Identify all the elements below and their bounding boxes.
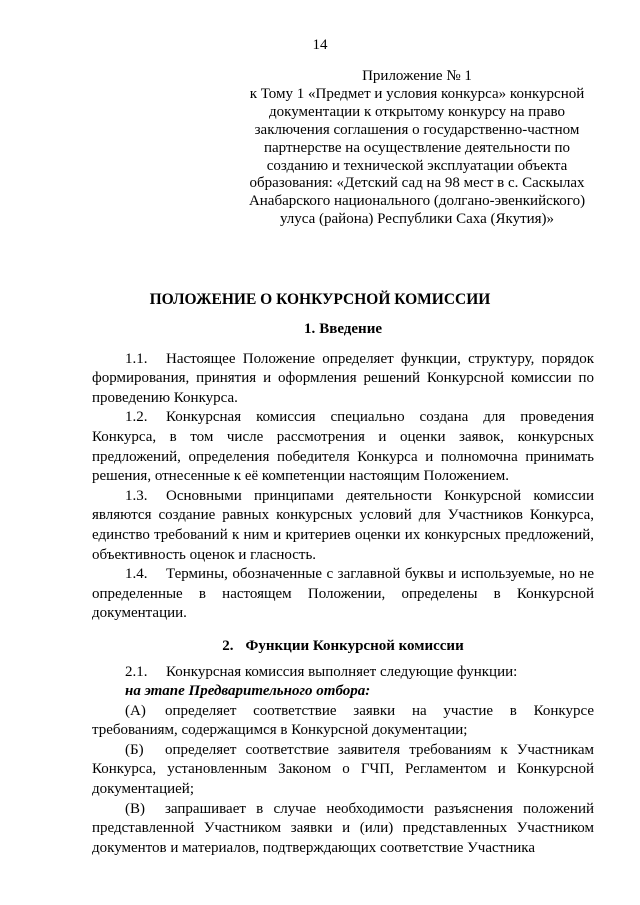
appendix-line: Анабарского национального (долгано-эвенкийского) [248, 193, 586, 210]
list-item-text: определяет соответствие заявки на участие в Конкурсе требованиям, содержащимся в Конкурсной документации; [92, 702, 594, 739]
section-title: Введение [319, 321, 382, 337]
list-item-a [92, 702, 594, 741]
section-number: 2. [222, 637, 234, 654]
paragraph-number: 1.4. [125, 566, 148, 583]
document-body [92, 320, 594, 858]
section-2-heading [92, 637, 594, 657]
paragraph-number: 2.1. [125, 663, 148, 680]
appendix-line: документации к открытому конкурсу на право [269, 103, 565, 120]
paragraph-1-4 [92, 565, 594, 624]
paragraph-number: 1.2. [125, 409, 148, 426]
paragraph-2-1 [92, 663, 594, 683]
appendix-line: к Тому 1 «Предмет и условия конкурса» конкурсной [249, 85, 585, 102]
appendix-line: партнерстве на осуществление деятельности по [263, 139, 571, 156]
paragraph-number: 1.1. [125, 350, 148, 367]
appendix-line: созданию и технической эксплуатации объекта [266, 157, 568, 174]
section-1-heading [92, 320, 594, 340]
section-number: 1. [303, 321, 316, 337]
paragraph-text: Основными принципами деятельности Конкурсной комиссии являются создание равных конкурсных условий для Участников Конкурса, единство требований к ним и критериев оценки их конкурсных предложений, объективность оценок и гласность. [92, 487, 594, 563]
list-item-b [92, 741, 594, 800]
paragraph-number: 1.3. [125, 487, 148, 504]
list-item-text: определяет соответствие заявителя требованиям к Участникам Конкурса, установленным Законом о ГЧП, Регламентом и Конкурсной документацией; [92, 741, 594, 798]
paragraph-1-2 [92, 408, 594, 486]
paragraph-text: Термины, обозначенные с заглавной буквы и используемые, но не определенные в настоящем Положении, определены в Конкурсной документации. [92, 566, 594, 622]
list-marker: (А) [125, 702, 146, 719]
page-number: 14 [312, 37, 328, 53]
paragraph-1-3 [92, 487, 594, 565]
appendix-line: заключения соглашения о государственно-частном [254, 121, 580, 138]
appendix-line: улуса (района) Республики Саха (Якутия)» [279, 211, 555, 228]
list-marker: (Б) [125, 741, 144, 758]
list-item-text: запрашивает в случае необходимости разъяснения положений представленной Участником заявки и (или) представленных Участником документов и материалов, подтверждающих соответствие Участника [92, 800, 594, 856]
paragraph-text: Настоящее Положение определяет функции, структуру, порядок формирования, принятия и оформления решений Конкурсной комиссии по проведению Конкурса. [92, 350, 594, 406]
stage-heading: на этапе Предварительного отбора: [125, 683, 371, 700]
appendix-line: Приложение № 1 [362, 68, 472, 84]
list-marker: (В) [125, 800, 145, 817]
paragraph-text: Конкурсная комиссия специально создана для проведения Конкурса, в том числе рассмотрения и оценки заявок, конкурсных предложений, определения победителя Конкурса и полномочна принимать решения, отнесенные к её компетенции настоящим Положением. [92, 409, 594, 485]
paragraph-1-1 [92, 350, 594, 409]
document-title: ПОЛОЖЕНИЕ О КОНКУРСНОЙ КОМИССИИ [149, 291, 491, 308]
list-item-v [92, 800, 594, 859]
paragraph-text: Конкурсная комиссия выполняет следующие функции: [166, 663, 518, 680]
appendix-block [226, 68, 608, 229]
section-title: Функции Конкурсной комиссии [245, 637, 464, 654]
appendix-line: образования: «Детский сад на 98 мест в с. Саскылах [249, 175, 585, 192]
